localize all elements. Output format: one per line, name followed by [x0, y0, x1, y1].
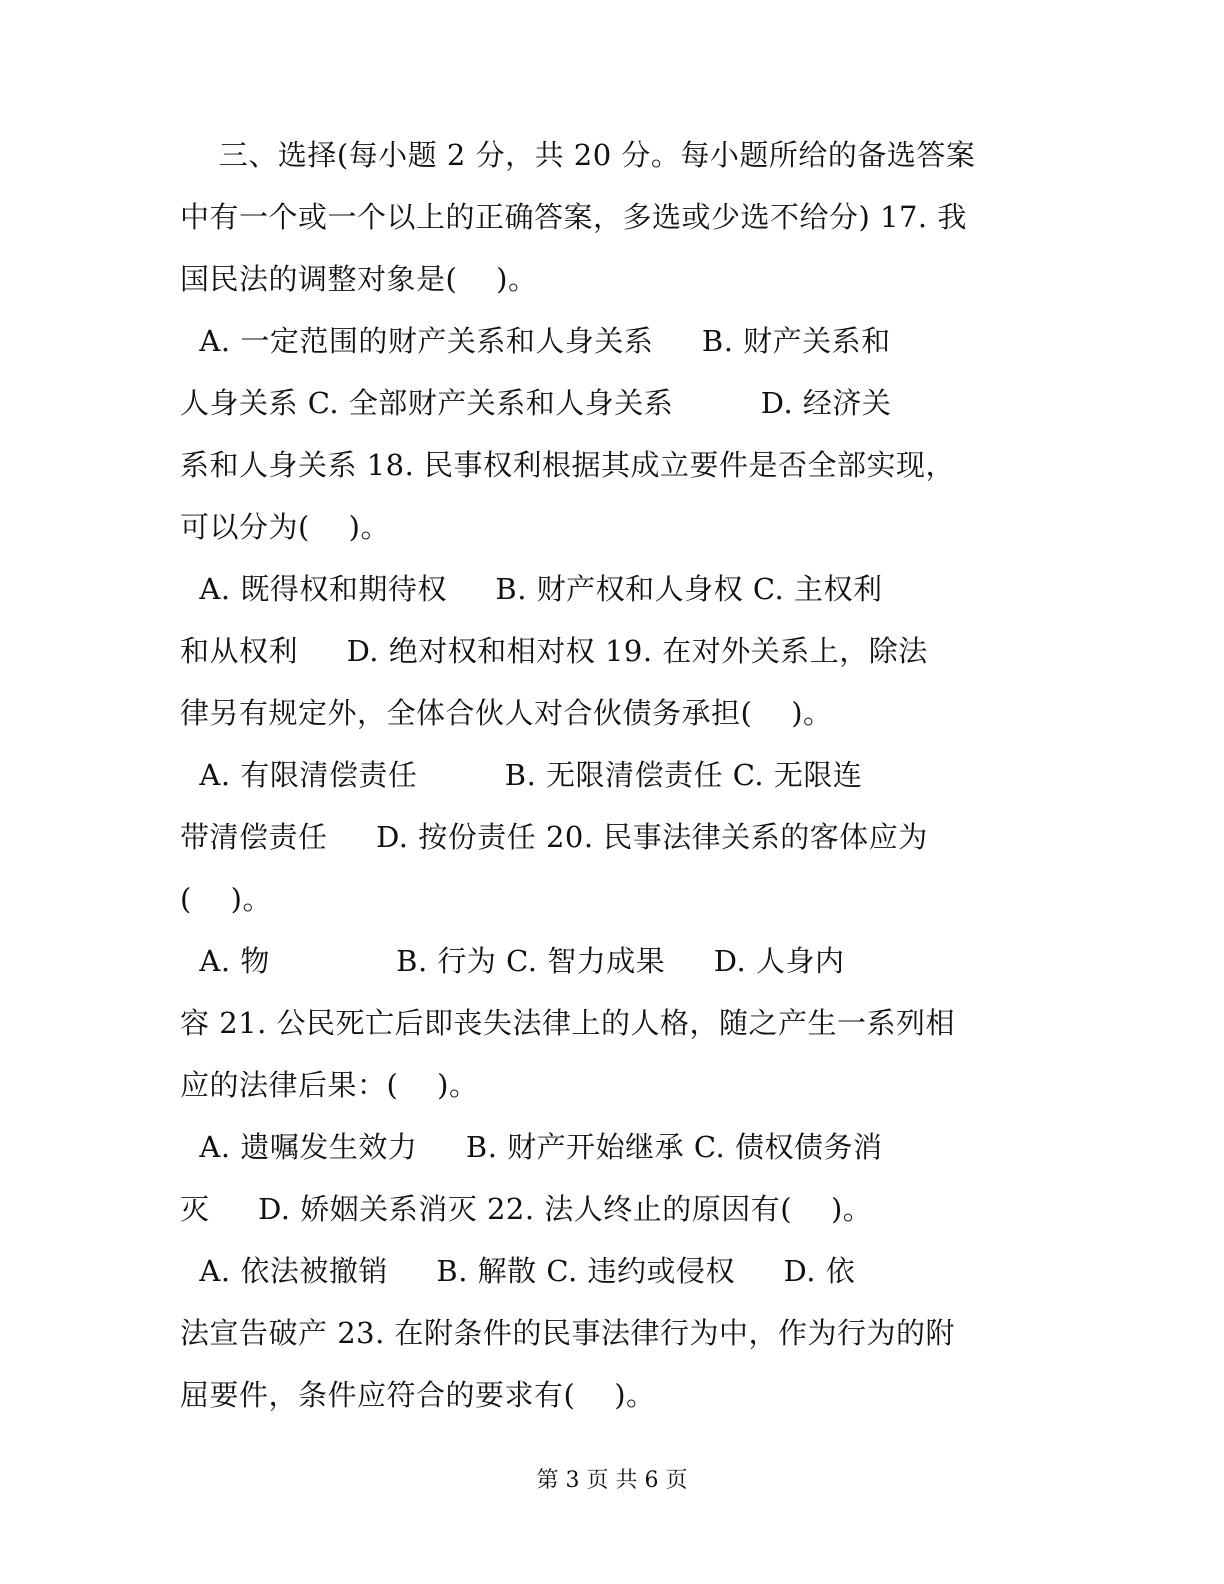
text-line: 应的法律后果：( )。: [180, 1068, 479, 1102]
text-line: 和从权利 D. 绝对权和相对权 19. 在对外关系上，除法: [180, 634, 928, 668]
text-line: 中有一个或一个以上的正确答案，多选或少选不给分) 17. 我: [180, 200, 967, 234]
text-line: A. 物 B. 行为 C. 智力成果 D. 人身内: [180, 944, 845, 978]
text-line: 三、选择(每小题 2 分，共 20 分。每小题所给的备选答案: [180, 138, 976, 172]
text-line: 律另有规定外，全体合伙人对合伙债务承担( )。: [180, 696, 833, 730]
text-line: 系和人身关系 18. 民事权利根据其成立要件是否全部实现，: [180, 448, 956, 482]
text-line: 屈要件，条件应符合的要求有( )。: [180, 1378, 656, 1412]
exam-body-text: [180, 124, 1044, 1426]
text-line: A. 依法被撤销 B. 解散 C. 违约或侵权 D. 依: [180, 1254, 856, 1288]
text-line: A. 遗嘱发生效力 B. 财产开始继承 C. 债权债务消: [180, 1130, 883, 1164]
text-line: 带清偿责任 D. 按份责任 20. 民事法律关系的客体应为: [180, 820, 928, 854]
text-line: 可以分为( )。: [180, 510, 391, 544]
text-line: 国民法的调整对象是( )。: [180, 262, 538, 296]
text-line: A. 一定范围的财产关系和人身关系 B. 财产关系和: [180, 324, 891, 358]
text-line: 容 21. 公民死亡后即丧失法律上的人格，随之产生一系列相: [180, 1006, 956, 1040]
text-line: ( )。: [180, 882, 273, 916]
page-number-footer: 第 3 页 共 6 页: [536, 1468, 688, 1493]
text-line: 法宣告破产 23. 在附条件的民事法律行为中，作为行为的附: [180, 1316, 956, 1350]
text-line: A. 有限清偿责任 B. 无限清偿责任 C. 无限连: [180, 758, 863, 792]
text-line: 人身关系 C. 全部财产关系和人身关系 D. 经济关: [180, 386, 892, 420]
text-line: A. 既得权和期待权 B. 财产权和人身权 C. 主权利: [180, 572, 883, 606]
text-line: 灭 D. 娇姻关系消灭 22. 法人终止的原因有( )。: [180, 1192, 873, 1226]
